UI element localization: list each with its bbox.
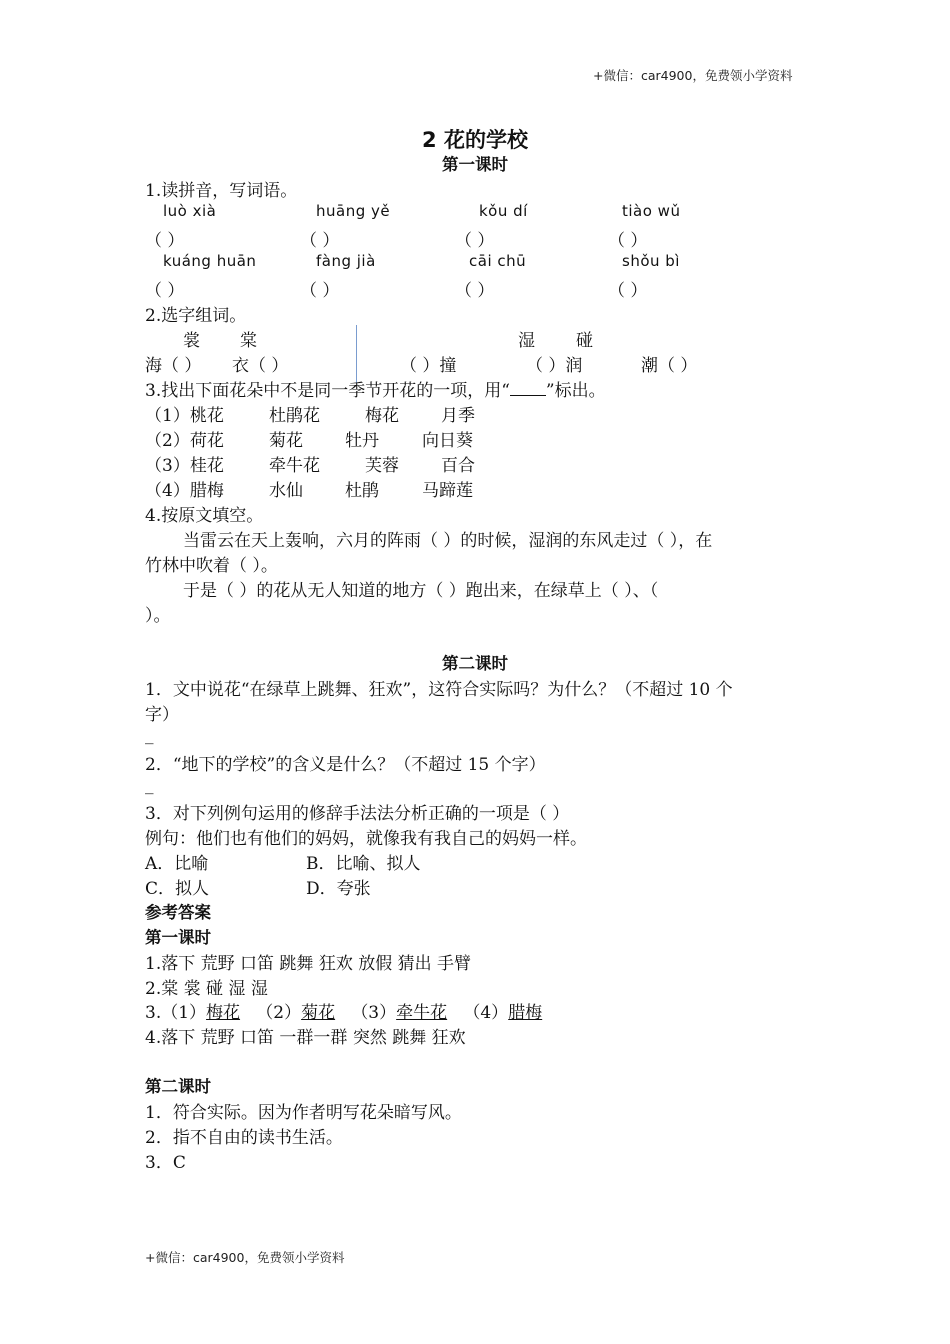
pinyin-shoubi: shǒu bì	[622, 252, 680, 270]
q4-prompt: 4.按原文填空。	[145, 506, 264, 526]
l2-example: 例句：他们也有他们的妈妈，就像我有我自己的妈妈一样。	[145, 829, 587, 849]
lesson1-heading: 第一课时	[442, 155, 508, 174]
q2-char: 碰	[576, 331, 593, 351]
answer-box: （ ）	[300, 281, 340, 301]
answer-b1: 1．符合实际。因为作者明写花朵暗写风。	[145, 1103, 462, 1123]
answer-underscore: _	[145, 775, 154, 795]
answers-lesson2-heading: 第二课时	[145, 1077, 211, 1096]
option-a: A．比喻	[145, 854, 209, 874]
pinyin-tiaowu: tiào wǔ	[622, 202, 681, 220]
pinyin-huangye: huāng yě	[316, 202, 391, 220]
answer-4: 4.落下 荒野 口笛 一群一群 突然 跳舞 狂欢	[145, 1028, 466, 1048]
answer-3-num: （3）	[351, 1003, 397, 1023]
q3-row: 菊花	[269, 431, 303, 451]
q2-fill-hai: 海（ ）	[145, 356, 202, 376]
q2-fill-zhuang: （ ）撞	[400, 356, 457, 376]
q1-prompt: 1.读拼音，写词语。	[145, 181, 298, 201]
answer-2: 2.棠 裳 碰 湿 湿	[145, 979, 268, 999]
answer-3-word: 菊花	[301, 1003, 336, 1023]
q2-fill-chao: 潮（ ）	[641, 356, 698, 376]
answer-3-num: （2）	[256, 1003, 302, 1023]
answer-3-word: 梅花	[206, 1003, 241, 1023]
l2-q2: 2．“地下的学校”的含义是什么？（不超过 15 个字）	[145, 755, 546, 775]
q4-line: ）。	[145, 606, 171, 626]
q3-row: 百合	[441, 456, 475, 476]
underline-mark	[510, 381, 546, 396]
q2-prompt: 2.选字组词。	[145, 306, 247, 326]
q3-row: 芙蓉	[365, 456, 399, 476]
answer-box: （ ）	[300, 231, 340, 251]
q3-prompt-a: 3.找出下面花朵中不是同一季节开花的一项，用“	[145, 381, 510, 401]
q3-row: 牡丹	[345, 431, 379, 451]
q2-char: 裳	[183, 331, 200, 351]
q3-row: （1）桃花	[145, 406, 224, 426]
pinyin-caichu: cāi chū	[469, 252, 527, 270]
q2-fill-run: （ ）润	[526, 356, 583, 376]
q3-row: 水仙	[269, 481, 303, 501]
q3-row: 杜鹃花	[269, 406, 320, 426]
answer-1: 1.落下 荒野 口笛 跳舞 狂欢 放假 猜出 手臂	[145, 954, 472, 974]
l2-q1-cont: 字）	[145, 705, 179, 725]
q2-fill-yi: 衣（ ）	[232, 356, 289, 376]
answer-box: （ ）	[145, 281, 185, 301]
pinyin-koudi: kǒu dí	[479, 202, 528, 220]
pinyin-luoxia: luò xià	[163, 202, 217, 220]
q3-prompt	[145, 376, 606, 401]
pinyin-kuanghuan: kuáng huān	[163, 252, 257, 270]
q3-row: 向日葵	[422, 431, 473, 451]
q4-line: 于是（ ）的花从无人知道的地方（ ）跑出来，在绿草上（ ）、（	[183, 581, 659, 601]
answer-b2: 2．指不自由的读书生活。	[145, 1128, 343, 1148]
answer-3	[145, 998, 542, 1023]
answer-underscore: _	[145, 725, 154, 745]
l2-q3: 3．对下列例句运用的修辞手法法分析正确的一项是（ ）	[145, 804, 570, 824]
answer-3-num: 3.（1）	[145, 1003, 207, 1023]
q3-row: （3）桂花	[145, 456, 224, 476]
answer-box: （ ）	[608, 231, 648, 251]
q3-row: 梅花	[365, 406, 399, 426]
q3-row: 杜鹃	[345, 481, 379, 501]
q2-char: 湿	[518, 331, 535, 351]
answer-box: （ ）	[455, 231, 495, 251]
answer-box: （ ）	[145, 231, 185, 251]
answer-box: （ ）	[608, 281, 648, 301]
header-note: +微信：car4900，免费领小学资料	[593, 68, 793, 83]
answer-3-num: （4）	[463, 1003, 509, 1023]
text-cursor-line	[356, 325, 357, 383]
q4-line: 竹林中吹着（ ）。	[145, 556, 278, 576]
page-title: 2 花的学校	[422, 128, 528, 152]
q3-row: 月季	[441, 406, 475, 426]
option-c: C．拟人	[145, 879, 210, 899]
q3-row: （2）荷花	[145, 431, 224, 451]
answer-3-word: 腊梅	[508, 1003, 543, 1023]
answers-lesson1-heading: 第一课时	[145, 928, 211, 947]
answers-heading: 参考答案	[145, 903, 211, 922]
answer-3-word: 牵牛花	[396, 1003, 448, 1023]
answer-b3: 3．C	[145, 1153, 186, 1173]
lesson2-heading: 第二课时	[442, 654, 508, 673]
option-b: B．比喻、拟人	[306, 854, 421, 874]
pinyin-fangjia: fàng jià	[316, 252, 376, 270]
q3-prompt-b: ”标出。	[545, 381, 606, 401]
option-d: D．夸张	[306, 879, 371, 899]
answer-box: （ ）	[455, 281, 495, 301]
q3-row: （4）腊梅	[145, 481, 224, 501]
l2-q1: 1．文中说花“在绿草上跳舞、狂欢”，这符合实际吗？为什么？（不超过 10 个	[145, 680, 733, 700]
q3-row: 马蹄莲	[422, 481, 473, 501]
q2-char: 棠	[240, 331, 257, 351]
q3-row: 牵牛花	[269, 456, 320, 476]
footer-note: +微信：car4900，免费领小学资料	[145, 1250, 345, 1265]
q4-line: 当雷云在天上轰响，六月的阵雨（ ）的时候，湿润的东风走过（ ），在	[183, 531, 713, 551]
